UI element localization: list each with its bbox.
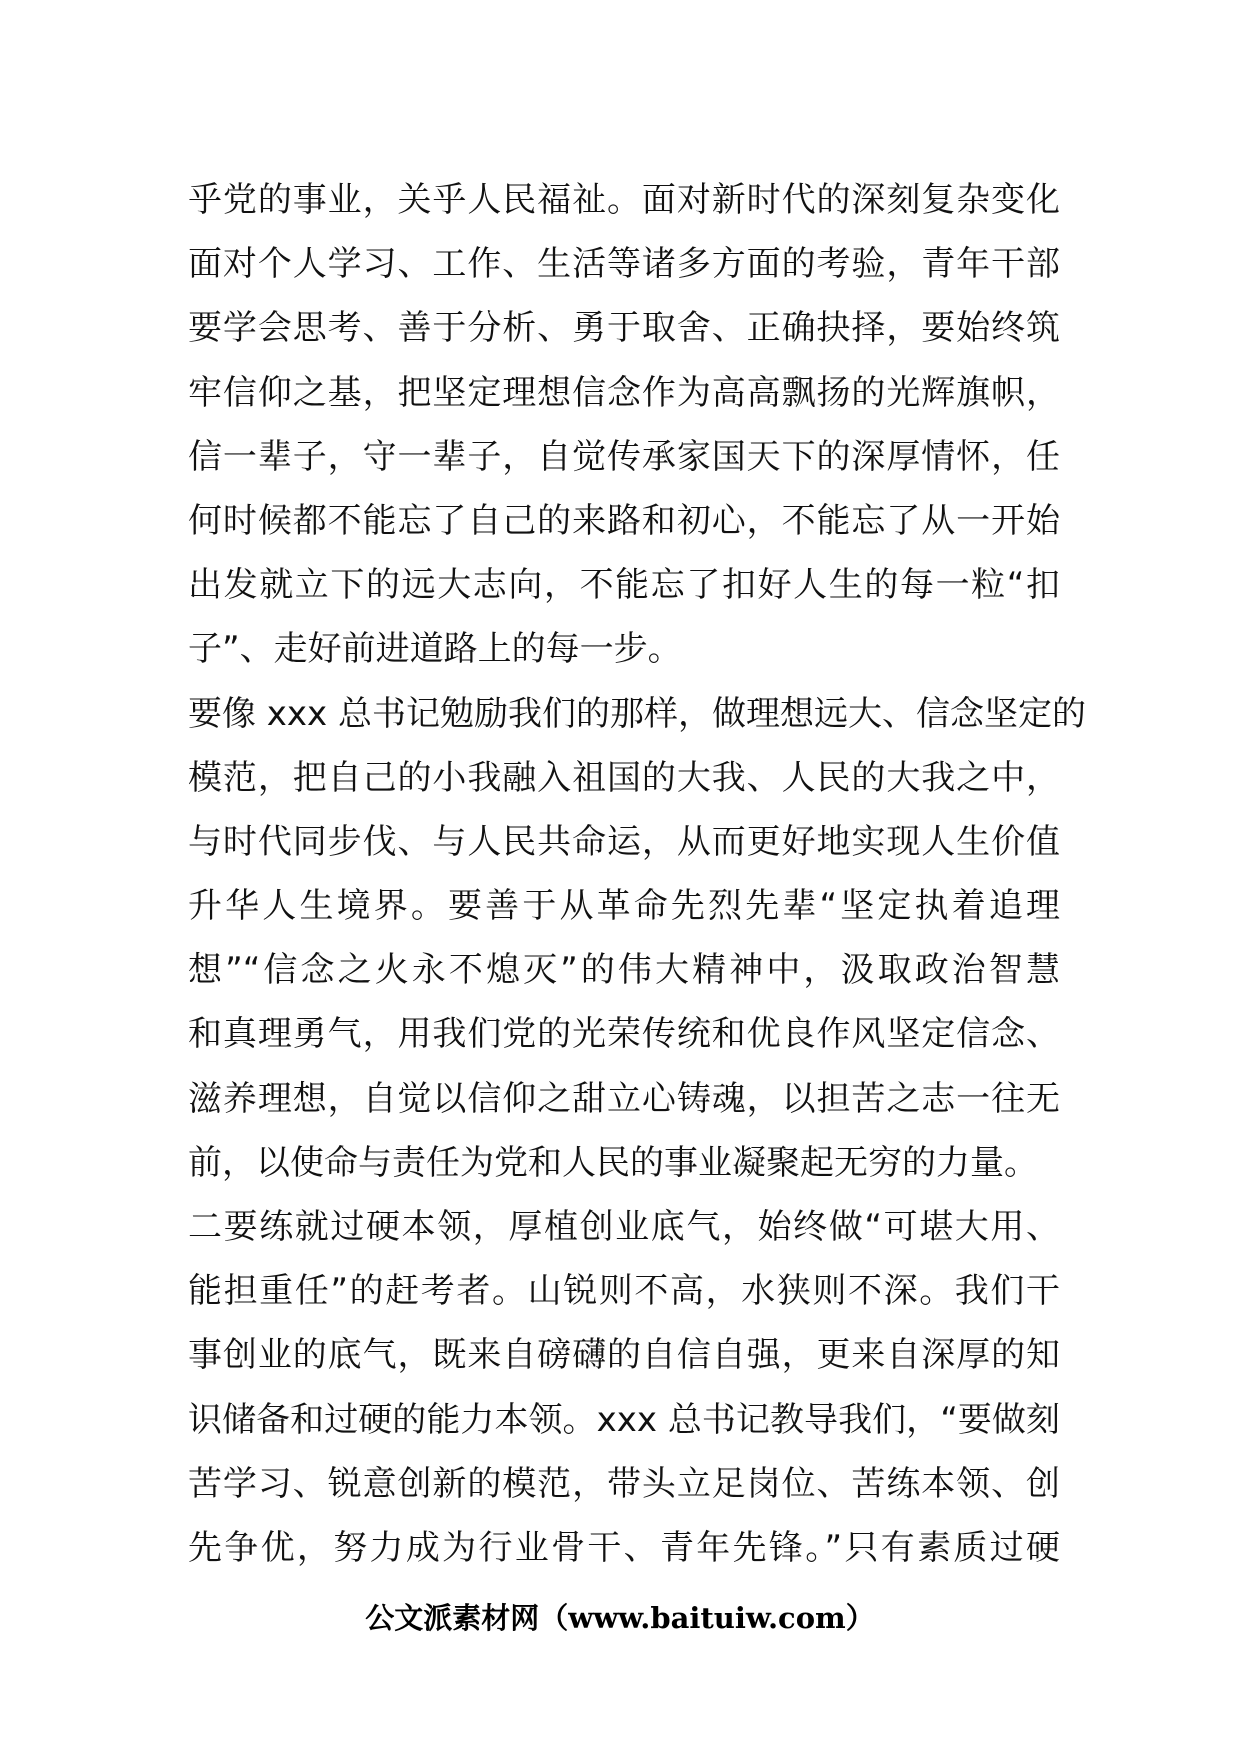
text-line: 滋养理想，自觉以信仰之甜立心铸魂，以担苦之志一往无 <box>188 1078 1060 1119</box>
document-body <box>188 168 1086 1580</box>
text-line: 升华人生境界。要善于从革命先烈先辈“坚定执着追理 <box>188 886 1060 927</box>
text-line: 子”、走好前进道路上的每一步。 <box>188 629 682 670</box>
text-line: 前，以使命与责任为党和人民的事业凝聚起无穷的力量。 <box>188 1142 1038 1183</box>
paragraph-1 <box>188 168 1060 682</box>
text-line: 乎党的事业，关乎人民福祉。面对新时代的深刻复杂变化 <box>188 180 1060 220</box>
text-line: 二要练就过硬本领，厚植创业底气，始终做“可堪大用、 <box>188 1207 1060 1247</box>
text-line: 先争优，努力成为行业骨干、青年先锋。”只有素质过硬 <box>188 1527 1060 1568</box>
page-footer-watermark: 公文派素材网（www.baituiw.com） <box>365 1601 875 1635</box>
text-line: 何时候都不能忘了自己的来路和初心，不能忘了从一开始 <box>188 500 1060 541</box>
text-line: 识储备和过硬的能力本领。xxx 总书记教导我们，“要做刻 <box>188 1399 1060 1440</box>
paragraph-3 <box>188 1195 1060 1580</box>
text-line: 要像 xxx 总书记勉励我们的那样，做理想远大、信念坚定的 <box>188 693 1086 734</box>
text-line: 面对个人学习、工作、生活等诸多方面的考验，青年干部 <box>188 244 1060 285</box>
text-line: 信一辈子，守一辈子，自觉传承家国天下的深厚情怀，任 <box>188 436 1060 477</box>
text-line: 出发就立下的远大志向，不能忘了扣好人生的每一粒“扣 <box>188 565 1060 606</box>
text-line: 想”“信念之火永不熄灭”的伟大精神中，汲取政治智慧 <box>188 950 1060 991</box>
text-line: 牢信仰之基，把坚定理想信念作为高高飘扬的光辉旗帜， <box>188 372 1060 413</box>
text-line: 能担重任”的赶考者。山锐则不高，水狭则不深。我们干 <box>188 1271 1060 1312</box>
text-line: 模范，把自己的小我融入祖国的大我、人民的大我之中， <box>188 757 1060 798</box>
text-line: 和真理勇气，用我们党的光荣传统和优良作风坚定信念、 <box>188 1014 1060 1055</box>
text-line: 苦学习、锐意创新的模范，带头立足岗位、苦练本领、创 <box>188 1463 1060 1504</box>
paragraph-2 <box>188 682 1086 1196</box>
text-line: 要学会思考、善于分析、勇于取舍、正确抉择，要始终筑 <box>188 308 1060 349</box>
text-line: 与时代同步伐、与人民共命运，从而更好地实现人生价值 <box>188 821 1060 862</box>
text-line: 事创业的底气，既来自磅礴的自信自强，更来自深厚的知 <box>188 1335 1060 1376</box>
